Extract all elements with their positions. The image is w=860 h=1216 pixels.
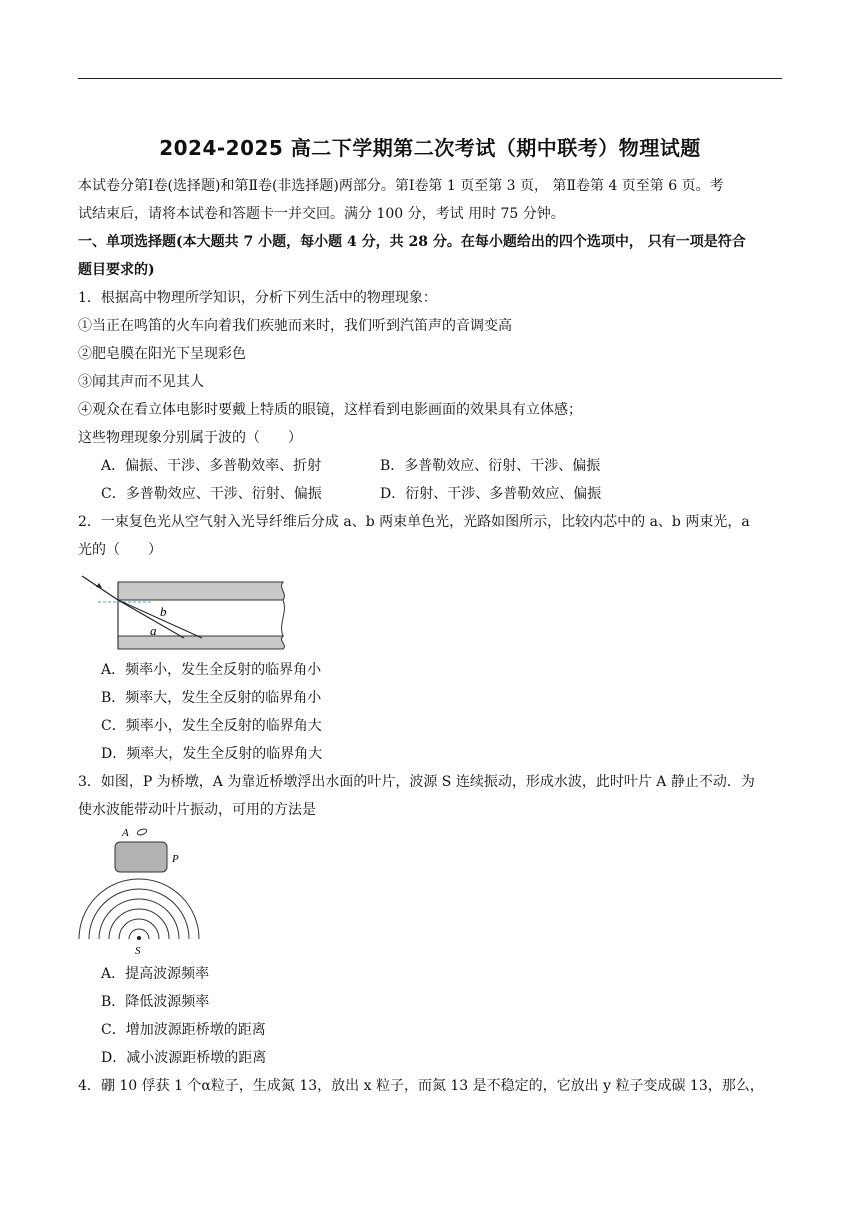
q3-option-d: D．减小波源距桥墩的距离 <box>101 1050 267 1066</box>
source-point <box>137 936 141 940</box>
intro-line-1: 本试卷分第Ⅰ卷(选择题)和第Ⅱ卷(非选择题)两部分。第Ⅰ卷第 1 页至第 3 页， 第Ⅱ卷第 4 页至第 6 页。考 <box>78 178 724 194</box>
page-title: 2024-2025 高二下学期第二次考试（期中联考）物理试题 <box>159 136 701 160</box>
q2-option-a: A．频率小，发生全反射的临界角小 <box>101 662 322 678</box>
q3-wave-figure <box>76 824 206 960</box>
wavefront-4 <box>109 909 169 939</box>
q2-fiber-figure <box>78 566 298 652</box>
q1-option-d: D．衍射、干涉、多普勒效应、偏振 <box>380 486 602 502</box>
q1-option-c: C．多普勒效应、干涉、衍射、偏振 <box>101 486 322 502</box>
section-heading-line-1: 一、单项选择题(本大题共 7 小题，每小题 4 分，共 28 分。在每小题给出的四个选项中， 只有一项是符合 <box>78 234 746 250</box>
section-heading-line-2: 题目要求的) <box>78 262 155 278</box>
wavefront-2 <box>89 889 189 939</box>
label-P: P <box>172 853 179 865</box>
q1-item-1: ①当正在鸣笛的火车向着我们疾驰而来时，我们听到汽笛声的音调变高 <box>78 318 512 334</box>
q4-stem: 4．硼 10 俘获 1 个α粒子，生成氮 13，放出 x 粒子，而氮 13 是不稳定的，它放出 y 粒子变成碳 13，那么， <box>78 1078 764 1094</box>
intro-line-2: 试结束后，请将本试卷和答题卡一并交回。满分 100 分，考试 用时 75 分钟。 <box>78 206 565 222</box>
q3-option-c: C．增加波源距桥墩的距离 <box>101 1022 266 1038</box>
q1-option-a: A．偏振、干涉、多普勒效率、折射 <box>101 458 322 474</box>
q2-stem-line-2: 光的（ ） <box>78 542 162 558</box>
label-S: S <box>135 945 141 957</box>
header-rule <box>78 78 782 79</box>
pier-shape <box>115 842 167 872</box>
q1-stem: 1．根据高中物理所学知识，分析下列生活中的物理现象： <box>78 290 437 306</box>
q3-option-b: B．降低波源频率 <box>101 994 210 1010</box>
label-a: a <box>150 623 157 638</box>
q2-option-c: C．频率小，发生全反射的临界角大 <box>101 718 322 734</box>
q1-option-b: B．多普勒效应、衍射、干涉、偏振 <box>380 458 601 474</box>
label-b: b <box>160 604 167 619</box>
q1-question: 这些物理现象分别属于波的（ ） <box>78 430 302 446</box>
q3-stem-line-2: 使水波能带动叶片振动，可用的方法是 <box>78 802 316 818</box>
q1-item-2: ②肥皂膜在阳光下呈现彩色 <box>78 346 246 362</box>
incident-ray <box>82 576 118 600</box>
fiber-core <box>118 600 284 636</box>
q3-stem-line-1: 3．如图，P 为桥墩，A 为靠近桥墩浮出水面的叶片，波源 S 连续振动，形成水波，此时叶片 A 静止不动．为 <box>78 774 755 790</box>
fiber-cladding-top <box>118 582 284 600</box>
q2-option-d: D．频率大，发生全反射的临界角大 <box>101 746 323 762</box>
q3-option-a: A．提高波源频率 <box>101 966 210 982</box>
leaf-shape <box>136 828 147 836</box>
label-A: A <box>122 827 129 839</box>
q2-stem-line-1: 2．一束复色光从空气射入光导纤维后分成 a、b 两束单色光，光路如图所示，比较内芯中的 a、b 两束光，a <box>78 514 750 530</box>
q1-item-3: ③闻其声而不见其人 <box>78 374 204 390</box>
q1-item-4: ④观众在看立体电影时要戴上特质的眼镜，这样看到电影画面的效果具有立体感； <box>78 402 582 418</box>
q2-option-b: B．频率大，发生全反射的临界角小 <box>101 690 322 706</box>
